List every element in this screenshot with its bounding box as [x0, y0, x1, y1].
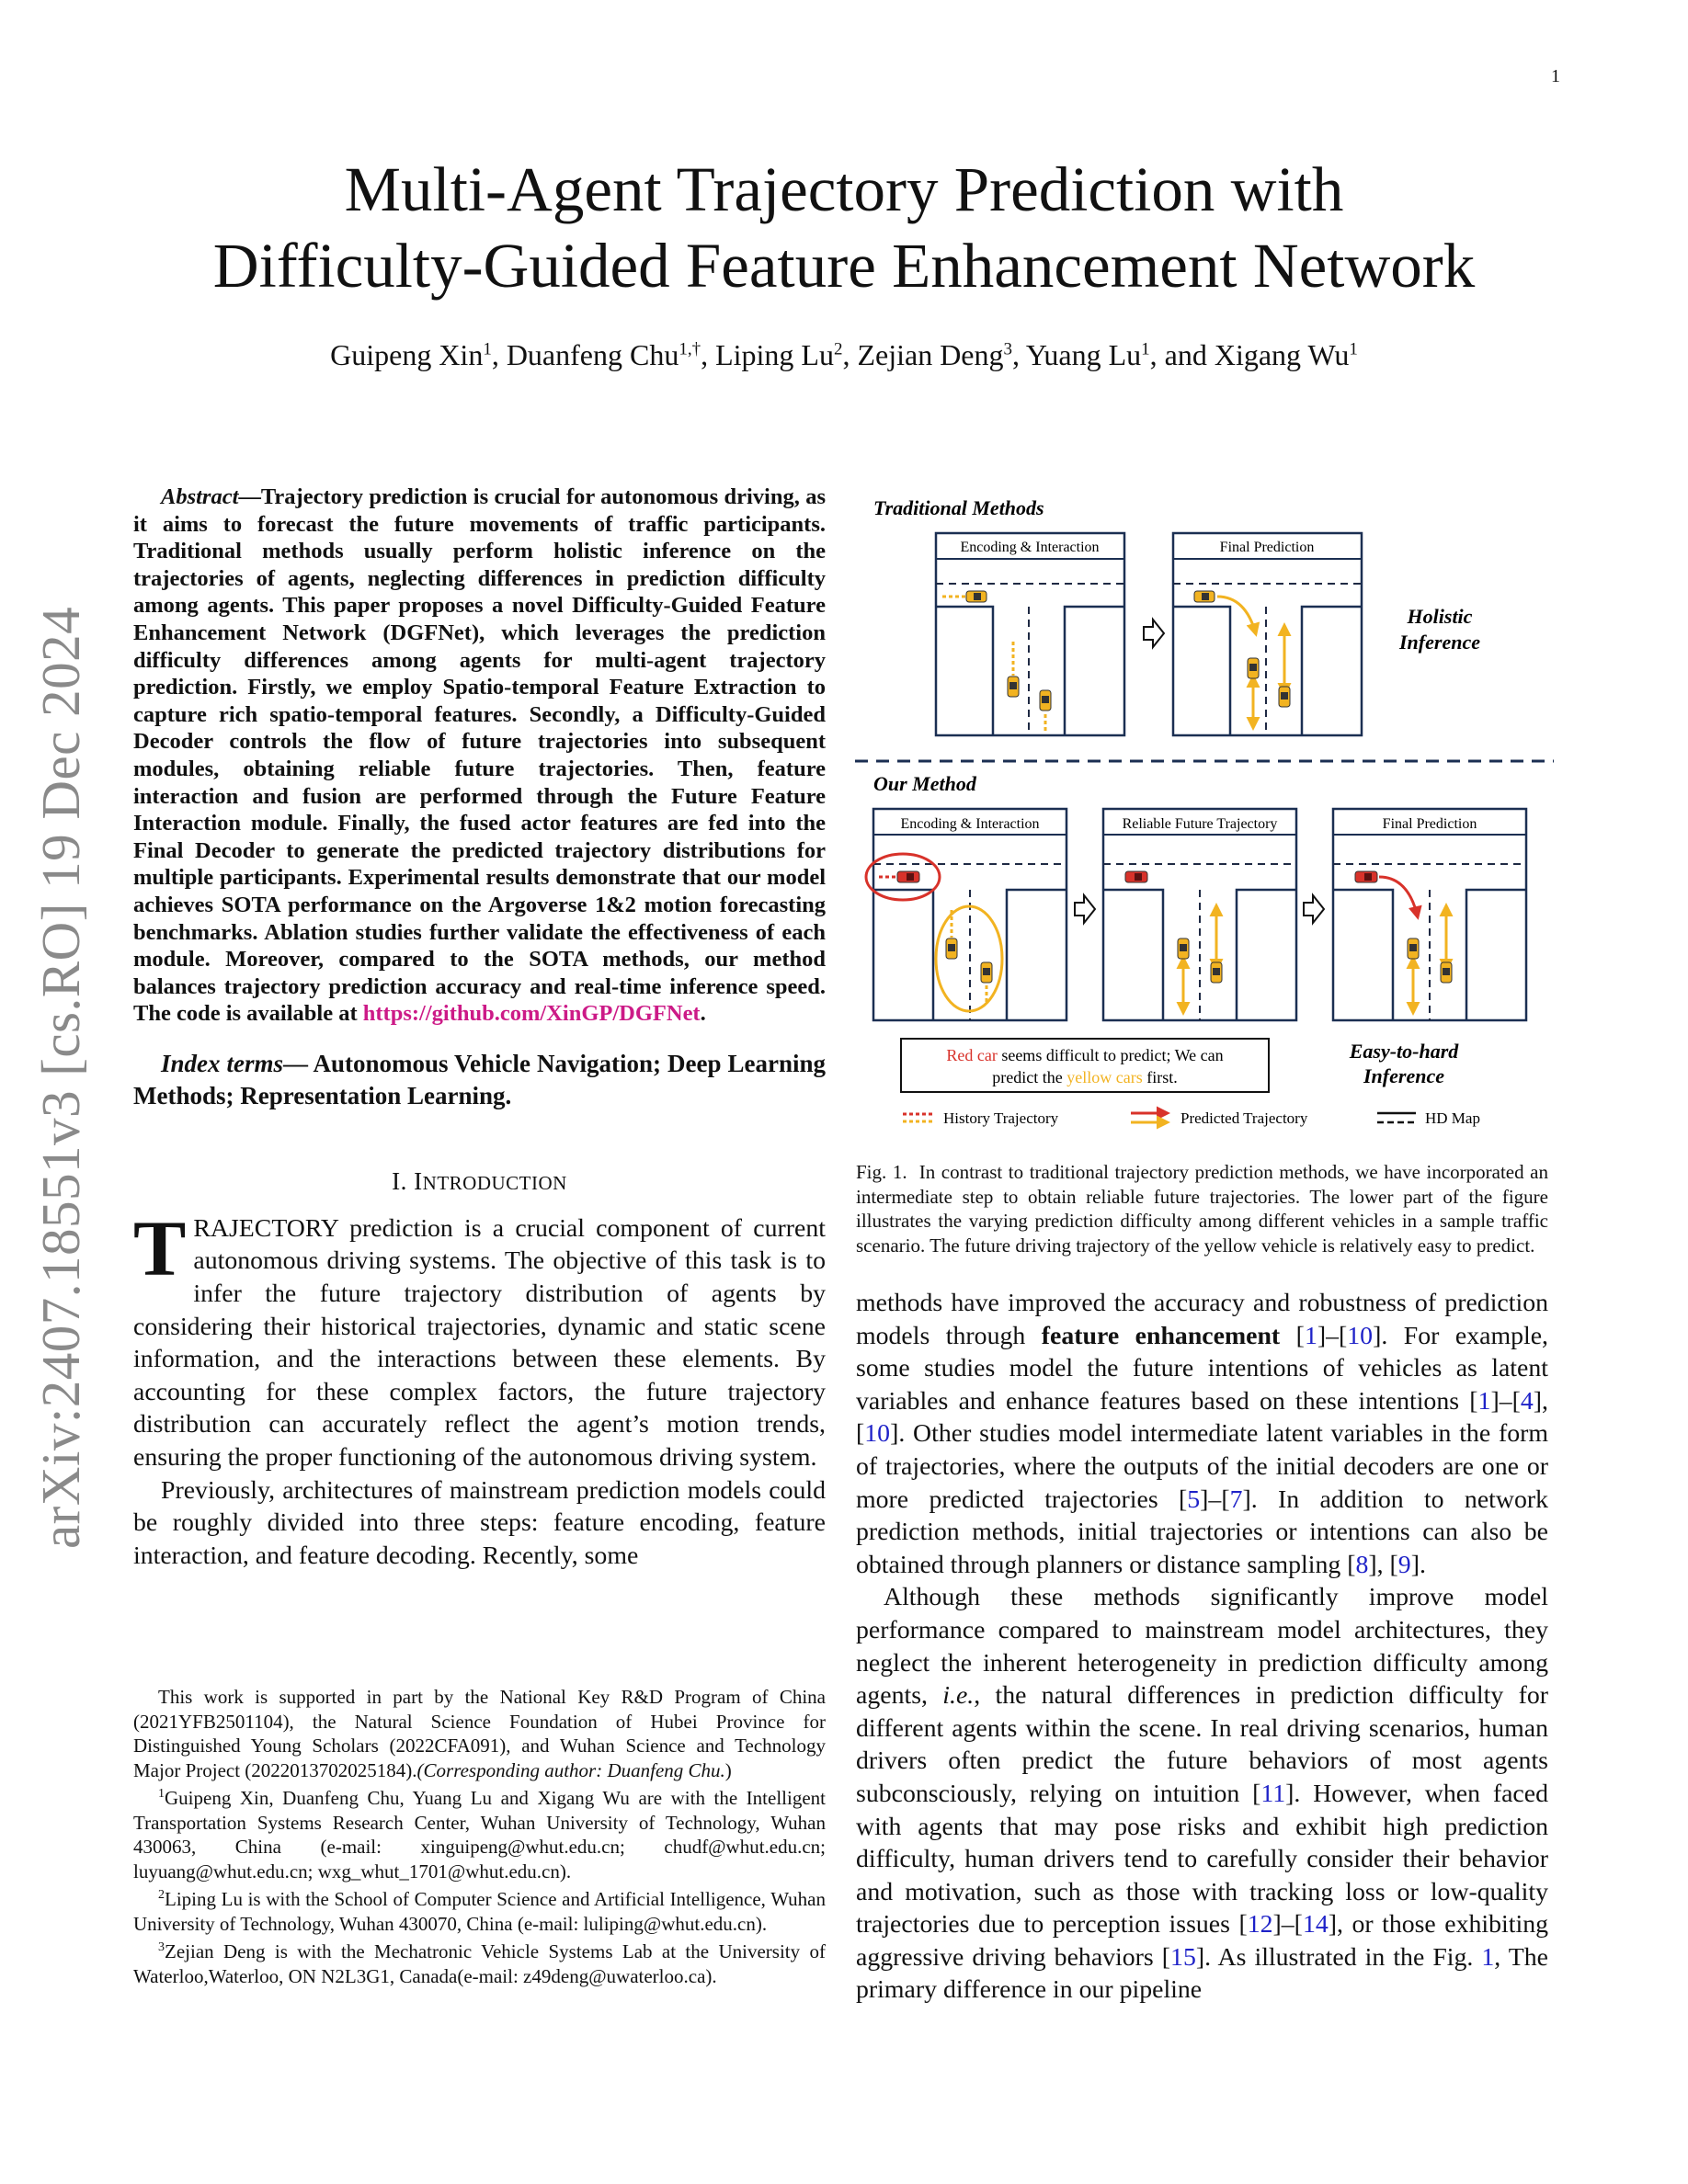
paper-title	[0, 152, 1688, 304]
svg-text:Final Prediction: Final Prediction	[1382, 816, 1477, 832]
footnote-funding: This work is supported in part by the National Key R&D Program of China (2021YFB2501104), the Natural Science Foundation of Hubei Province for Distinguished Young Scholars (2022CFA091), and Wuhan Science and Technology Major Project (2022013702025184).(Corresponding author: Duanfeng Chu.)	[133, 1686, 826, 1781]
intro-paragraph-2: Previously, architectures of mainstream prediction models could be roughly divided into three steps: feature encoding, feature interaction, and feature decoding. Recently, some	[133, 1475, 826, 1570]
title-line-1: Multi-Agent Trajectory Prediction with	[344, 154, 1344, 224]
footnote-affiliation-2: $^2$Liping Lu is with the School of Computer Science and Artificial Intelligence, Wuhan University of Technology, Wuhan 430070, China (e-mail: luliping@whut.edu.cn).	[133, 1888, 826, 1935]
section-heading: I. INTRODUCTION	[392, 1166, 567, 1195]
yellow-car-icon	[1194, 591, 1215, 602]
traditional-methods-label: Traditional Methods	[873, 496, 1044, 519]
legend-history	[903, 1109, 1059, 1127]
arxiv-identifier: arXiv:2407.18551v3 [cs.RO] 19 Dec 2024	[30, 606, 91, 1549]
holistic-inference-label: Holistic Inference	[1399, 605, 1480, 654]
left-column	[133, 483, 826, 1572]
arrow-icon	[1075, 895, 1095, 923]
author: Xigang Wu$^1$	[1214, 338, 1358, 371]
index-terms-text: — Autonomous Vehicle Navigation; Deep Learning Methods; Representation Learning.	[133, 1049, 826, 1109]
footnote-affiliation-3: $^3$Zejian Deng is with the Mechatronic Vehicle Systems Lab at the University of Waterloo,Waterloo, ON N2L3G1, Canada(e-mail: z49deng@uwaterloo.ca).	[133, 1940, 826, 1987]
yellow-car-icon	[946, 938, 957, 959]
red-car-icon	[1125, 871, 1147, 882]
trad-encoding-panel	[936, 533, 1124, 735]
author: Duanfeng Chu$^{1,\dagger}$,	[506, 338, 716, 371]
author: Yuang Lu$^1$, and	[1025, 338, 1215, 371]
yellow-car-icon	[1248, 658, 1259, 678]
author: Zejian Deng$^3$,	[857, 338, 1026, 371]
red-car-icon	[897, 871, 919, 882]
svg-text:HD Map: HD Map	[1425, 1109, 1480, 1127]
yellow-car-icon	[1441, 962, 1452, 983]
trad-final-panel	[1173, 533, 1362, 735]
yellow-car-icon	[966, 591, 987, 602]
arrow-icon	[1144, 620, 1164, 647]
index-terms	[133, 1048, 826, 1112]
abstract: Abstract—Trajectory prediction is crucial for autonomous driving, as it aims to forecast the future movements of traffic participants. Traditional methods usually perform holistic inference on the trajectories of agents, neglecting differences in prediction difficulty among agents. This paper proposes a novel Difficulty-Guided Feature Enhancement Network (DGFNet), which leverages the prediction difficulty differences among agents for multi-agent trajectory prediction. Firstly, we employ Spatio-temporal Feature Extraction to capture rich spatio-temporal features. Secondly, a Difficulty-Guided Decoder controls the flow of future trajectories into subsequent modules, obtaining reliable future trajectories. Then, feature interaction and fusion are performed through the Future Feature Interaction module. Finally, the fused actor features are fed into the Final Decoder to generate the predicted trajectory distributions for multiple participants. Experimental results demonstrate that our model achieves SOTA performance on the Argoverse 1&2 motion forecasting benchmarks. Ablation studies further validate the effectiveness of each module. Moreover, compared to the SOTA methods, our method balances trajectory prediction accuracy and real-time inference speed. The code is available at https://github.com/XinGP/DGFNet.	[133, 484, 826, 1027]
red-car-icon	[1355, 871, 1377, 882]
author: Liping Lu$^2$,	[715, 338, 858, 371]
title-line-2: Difficulty-Guided Feature Enhancement Network	[212, 231, 1476, 301]
page-number: 1	[1551, 66, 1560, 86]
body-paragraph-1: methods have improved the accuracy and robustness of prediction models through feature enhancement [1]–[10]. For example, some studies model the future intentions of vehicles as latent variables and enhance features based on these intentions [1]–[4], [10]. Other studies model intermediate latent variables in the form of trajectories, where the outputs of the initial decoders are one or more predicted trajectories [5]–[7]. In addition to network prediction methods, initial trajectories or intentions can also be obtained through planners or distance sampling [8], [9].	[856, 1289, 1549, 1579]
svg-text:History Trajectory: History Trajectory	[943, 1109, 1059, 1127]
svg-text:Final Prediction: Final Prediction	[1219, 540, 1315, 555]
footnote-affiliation-1: $^1$Guipeng Xin, Duanfeng Chu, Yuang Lu and Xigang Wu are with the Intelligent Transportation Systems Research Center, Wuhan University of Technology, Wuhan 430063, China (e-mail: xinguipeng@whut.edu.cn; chudf@whut.edu.cn; luyuang@whut.edu.cn; wxg_whut_1701@whut.edu.cn).	[133, 1787, 826, 1883]
yellow-car-icon	[981, 962, 992, 983]
right-column	[856, 1287, 1548, 2007]
author: Guipeng Xin$^1$,	[330, 338, 507, 371]
difficulty-note	[901, 1039, 1269, 1092]
figure-legend	[903, 1109, 1480, 1127]
our-final-panel	[1333, 809, 1526, 1020]
intro-paragraph-1: TRAJECTORY prediction is a crucial component of current autonomous driving systems. The objective of this task is to infer the future trajectory distribution of agents by considering their historical trajectories, dynamic and static scene information, and the interactions between these elements. By accounting for these complex factors, the future trajectory distribution can accurately reflect the agent’s motion trends, ensuring the proper functioning of the autonomous driving system.	[133, 1203, 826, 1473]
author-list	[0, 338, 1688, 372]
yellow-car-icon	[1008, 677, 1019, 697]
our-reliable-panel	[1103, 809, 1296, 1020]
legend-hd-map	[1377, 1109, 1480, 1127]
footnotes	[133, 1685, 826, 1988]
legend-predicted	[1131, 1109, 1308, 1127]
svg-text:Encoding & Interaction: Encoding & Interaction	[900, 816, 1040, 832]
yellow-car-icon	[1178, 938, 1189, 959]
svg-text:Predicted Trajectory: Predicted Trajectory	[1180, 1109, 1308, 1127]
index-terms-label: Index terms	[161, 1049, 283, 1077]
svg-text:Reliable Future Trajectory: Reliable Future Trajectory	[1122, 816, 1278, 832]
arrow-icon	[1304, 895, 1324, 923]
drop-cap: T	[133, 1203, 187, 1292]
abstract-text: —Trajectory prediction is crucial for autonomous driving, as it aims to forecast the future movements of traffic participants. Traditional methods usually perform holistic inference on the trajectories of agents, neglecting differences in prediction difficulty among agents. This paper proposes a novel Difficulty-Guided Feature Enhancement Network (DGFNet), which leverages the prediction difficulty differences among agents for multi-agent trajectory prediction. Firstly, we employ Spatio-temporal Feature Extraction to capture rich spatio-temporal features. Secondly, a Difficulty-Guided Decoder controls the flow of future trajectories into subsequent modules, obtaining reliable future trajectories. Then, feature interaction and fusion are performed through the Future Feature Interaction module. Finally, the fused actor features are fed into the Final Decoder to generate the predicted trajectory distributions for multiple participants. Experimental results demonstrate that our model achieves SOTA performance on the Argoverse 1&2 motion forecasting benchmarks. Ablation studies further validate the effectiveness of each module. Moreover, compared to the SOTA methods, our method balances trajectory prediction accuracy and real-time inference speed. The code is available at	[133, 484, 826, 1027]
yellow-car-icon	[1211, 962, 1222, 983]
easy-to-hard-label: Easy-to-hard Inference	[1349, 1040, 1459, 1087]
figure-1	[855, 487, 1554, 1140]
svg-text:Red car seems difficult to pre: Red car seems difficult to predict; We can	[946, 1046, 1224, 1064]
figure-caption: Fig. 1. In contrast to traditional trajectory prediction methods, we have incorporated an intermediate step to obtain reliable future trajectories. The lower part of the figure illustrates the varying prediction difficulty among different vehicles in a sample traffic scenario. The future driving trajectory of the yellow vehicle is relatively easy to predict.	[856, 1161, 1548, 1257]
yellow-car-icon	[1408, 938, 1419, 959]
svg-text:predict the yellow cars first.: predict the yellow cars first.	[992, 1068, 1178, 1086]
code-link[interactable]: https://github.com/XinGP/DGFNet	[362, 1001, 701, 1027]
our-method-label: Our Method	[873, 772, 976, 795]
abstract-label: Abstract	[161, 484, 239, 509]
body-paragraph-2: Although these methods significantly improve model performance compared to mainstream model architectures, they neglect the inherent heterogeneity in prediction difficulty among agents, i.e., the natural differences in prediction difficulty for different agents within the scene. In real driving scenarios, human drivers often predict the future behaviors of most agents subconsciously, relying on intuition [11]. However, when faced with agents that may pose risks and exhibit high prediction difficulty, human drivers tend to carefully consider their behavior and motivation, such as those with tracking loss or low-quality trajectories due to perception issues [12]–[14], or those exhibiting aggressive driving behaviors [15]. As illustrated in the Fig. 1, The primary difference in our pipeline	[856, 1583, 1548, 2005]
yellow-car-icon	[1279, 687, 1290, 707]
yellow-car-icon	[1040, 690, 1051, 711]
svg-text:Encoding & Interaction: Encoding & Interaction	[960, 540, 1100, 555]
our-encoding-panel	[866, 809, 1066, 1020]
